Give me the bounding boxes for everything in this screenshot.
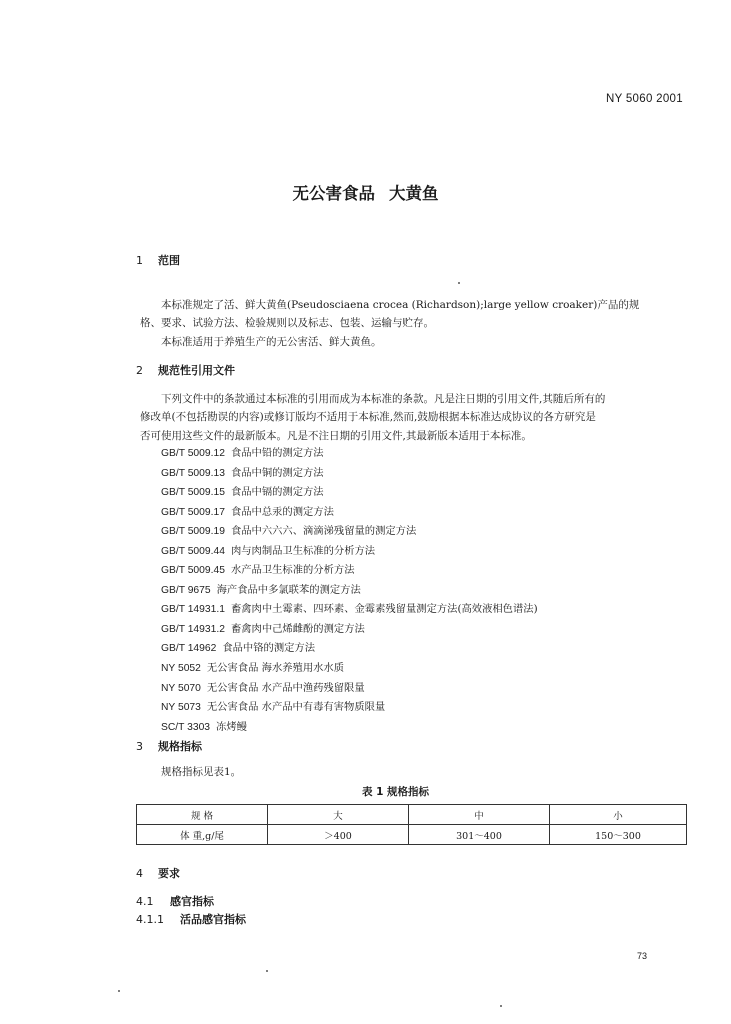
- scan-speck: [458, 282, 460, 284]
- list-item: [161, 639, 538, 659]
- section-number: 1: [136, 254, 143, 267]
- reference-list: [161, 444, 538, 737]
- scan-speck: [118, 990, 120, 992]
- section-number: 4.1.1: [136, 913, 164, 926]
- section-number: 3: [136, 740, 143, 753]
- list-item: [161, 698, 538, 718]
- table-header-row: [137, 805, 687, 825]
- table-caption: 表 1 规格指标: [361, 786, 430, 798]
- page-title: [0, 180, 731, 204]
- table-cell: 体 重,g/尾: [137, 825, 268, 845]
- section-1-paragraph: [140, 296, 688, 351]
- section-4-1-1-heading: [136, 911, 246, 927]
- table-header-cell: 规 格: [137, 805, 268, 825]
- section-number: 4: [136, 867, 143, 880]
- reference-name: 食品中铬的测定方法: [222, 642, 316, 655]
- paragraph-line: 本标准适用于养殖生产的无公害活、鲜大黄鱼。: [161, 335, 382, 348]
- table-cell: 150～300: [550, 825, 687, 845]
- list-item: [161, 483, 538, 503]
- reference-code: GB/T 14931.2: [161, 623, 225, 635]
- list-item: [161, 444, 538, 464]
- reference-name: 肉与肉制品卫生标准的分析方法: [230, 544, 376, 557]
- section-title: 规范性引用文件: [158, 364, 235, 377]
- list-item: [161, 600, 538, 620]
- list-item: [161, 679, 538, 699]
- table-header-cell: 小: [550, 805, 687, 825]
- section-title: 范围: [158, 254, 180, 267]
- table-cell: ＞400: [268, 825, 409, 845]
- reference-name: 无公害食品 海水养殖用水水质: [206, 662, 345, 675]
- reference-code: SC/T 3303: [161, 721, 211, 733]
- reference-name: 无公害食品 水产品中渔药残留限量: [206, 681, 365, 694]
- reference-name: 食品中镉的测定方法: [230, 486, 324, 499]
- document-code: NY 5060 2001: [606, 93, 683, 105]
- section-3-heading: [136, 738, 202, 754]
- reference-code: NY 5070: [161, 682, 201, 694]
- title-part-2: 大黄鱼: [389, 184, 439, 203]
- reference-code: GB/T 5009.19: [161, 526, 225, 538]
- section-2-heading: [136, 362, 235, 378]
- list-item: [161, 620, 538, 640]
- list-item: [161, 464, 538, 484]
- section-2-paragraph: [140, 390, 688, 445]
- reference-code: GB/T 5009.17: [161, 506, 225, 518]
- section-4-heading: [136, 865, 180, 881]
- reference-name: 冻烤鳗: [216, 720, 247, 733]
- spec-table: [136, 804, 687, 845]
- section-number: 2: [136, 364, 143, 377]
- section-4-1-heading: [136, 893, 214, 909]
- list-item: [161, 718, 538, 738]
- list-item: [161, 522, 538, 542]
- reference-code: GB/T 5009.15: [161, 487, 225, 499]
- reference-code: GB/T 5009.12: [161, 448, 225, 459]
- list-item: [161, 503, 538, 523]
- reference-code: GB/T 5009.45: [161, 565, 225, 577]
- reference-name: 畜禽肉中己烯雌酚的测定方法: [230, 622, 365, 635]
- section-number: 4.1: [136, 895, 154, 908]
- reference-name: 水产品卫生标准的分析方法: [230, 564, 355, 577]
- reference-code: GB/T 5009.44: [161, 545, 225, 557]
- scan-speck: [500, 1005, 502, 1007]
- section-1-heading: [136, 252, 180, 268]
- list-item: [161, 659, 538, 679]
- paragraph-line: 修改单(不包括勘误的内容)或修订版均不适用于本标准,然而,鼓励根据本标准达成协议的各方研究是: [140, 411, 596, 424]
- table-header-cell: 中: [409, 805, 550, 825]
- scan-speck: [266, 970, 268, 972]
- reference-name: 无公害食品 水产品中有毒有害物质限量: [206, 701, 386, 714]
- reference-name: 海产食品中多氯联苯的测定方法: [216, 583, 361, 596]
- paragraph-line: 规格指标见表1。: [161, 766, 242, 778]
- paragraph-line: 否可使用这些文件的最新版本。凡是不注日期的引用文件,其最新版本适用于本标准。: [140, 429, 532, 442]
- section-title: 活品感官指标: [180, 913, 246, 926]
- list-item: [161, 542, 538, 562]
- table-header-cell: 大: [268, 805, 409, 825]
- reference-name: 食品中六六六、滴滴涕残留量的测定方法: [230, 525, 417, 538]
- section-title: 规格指标: [158, 740, 202, 753]
- paragraph-line: 格、要求、试验方法、检验规则以及标志、包装、运输与贮存。: [140, 317, 434, 330]
- section-title: 感官指标: [170, 895, 214, 908]
- reference-name: 食品中总汞的测定方法: [230, 505, 334, 518]
- page-number: 73: [637, 951, 648, 961]
- table-cell: 301～400: [409, 825, 550, 845]
- table-row: [137, 825, 687, 845]
- reference-name: 食品中铜的测定方法: [230, 466, 324, 479]
- list-item: [161, 561, 538, 581]
- section-title: 要求: [158, 867, 180, 880]
- list-item: [161, 581, 538, 601]
- reference-code: GB/T 14931.1: [161, 604, 225, 616]
- reference-code: NY 5073: [161, 702, 201, 714]
- paragraph-line: 下列文件中的条款通过本标准的引用而成为本标准的条款。凡是注日期的引用文件,其随后所有的: [161, 393, 606, 405]
- reference-code: NY 5052: [161, 663, 201, 675]
- section-3-paragraph: [140, 763, 688, 781]
- reference-code: GB/T 14962: [161, 643, 217, 655]
- reference-code: GB/T 9675: [161, 584, 211, 596]
- paragraph-line: 本标准规定了活、鲜大黄鱼(Pseudosciaena crocea (Richardson);large yellow croaker)产品的规: [161, 299, 640, 311]
- title-part-1: 无公害食品: [292, 184, 375, 203]
- reference-name: 畜禽肉中土霉素、四环素、金霉素残留量测定方法(高效液相色谱法): [230, 603, 538, 616]
- reference-code: GB/T 5009.13: [161, 467, 225, 479]
- reference-name: 食品中铅的测定方法: [230, 447, 324, 459]
